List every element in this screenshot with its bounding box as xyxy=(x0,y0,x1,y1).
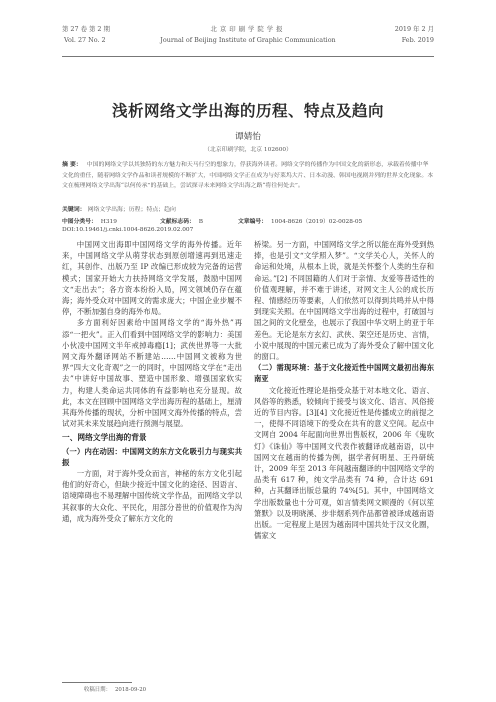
doc-value: B xyxy=(198,219,204,225)
publish-date-cn: 2019 年 2 月 xyxy=(394,25,434,33)
paragraph: 桥梁。另一方面，中国网络文学之所以能在海外受到热捧，也是引文“文学照入梦”。“文学关心人，关怀人的命运和处境，从根本上说，就是关怀整个人类的生存和命运。”[2] 不同国籍的人们对于亲情、友爱等普适性的价值观理解，并不难于讲述，对网文主人公的成长历程、情感经历等要素，人们依然可以得到共鸣并从中得到现实关照。在中国网络文学出海的过程中，打破国与国之间的文化壁垒，也展示了我国中华文明上的亚于年差色。无论是东方玄幻、武侠、架空还是历史、言情，小说中展现的中国元素已成为了海外受众了解中国文化的窗口。 xyxy=(254,240,434,362)
volume-issue-cn: 第 27 卷 第 2 期 xyxy=(62,25,110,33)
subsection-heading: （一）内在动因：中国网文的东方文化吸引力与现实共振 xyxy=(62,446,242,467)
paragraph: 多方面利好因素给中国网络文学的“海外热”再添“一把火”。正入们看到中国网络文学的影响力：美国小伙凌中国网文半年戒掉毒瘾[1]；武侠世界等一大批网文海外翻译网站不断建站……中国网文被称为世界“四大文化奇观”之一的同时，中国网络文学在“走出去”中讲好中国故事、塑造中国形象、增强国家软实力，构建人类命运共同体的有益影响也充分显现。故此，本文在回顾中国网络文学出海历程的基础上，厘清其海外传播的现状，分析中国网文海外传播的特点，尝试对其未来发展趋向进行预测与展望。 xyxy=(62,318,242,429)
article-id-value: 1004-8626（2019）02-0028-05 xyxy=(271,219,363,225)
article-number xyxy=(238,216,362,225)
doc-label: 文献标志码： xyxy=(160,219,195,225)
document-code xyxy=(160,216,203,225)
received-value: 2018-09-20 xyxy=(114,687,147,693)
journal-name-cn: 北京印刷学院学报 xyxy=(210,25,286,33)
author-name: 谭婧怡 xyxy=(235,132,261,142)
doi: DOI:10.19461/j.cnki.1004-8626.2019.02.007 xyxy=(62,227,194,233)
header-divider xyxy=(62,56,434,57)
abstract-label: 摘 要： xyxy=(62,162,82,168)
abstract-text: 中国的网络文学以其独特的东方魅力和天马行空的想象力，俘获海外读者。网络文学的传播作为中国文化的新形态，承载着传播中华文化的重任，随着网络文学作品和读者规模的不断扩大，中国网络文学正在成为与好莱坞大片、日本动漫、韩国电视剧并列的世界文化现象。本文在梳理网络文学出海“以何传承”的基础上，尝试探寻未来网络文学出海之路“将往何处去”。 xyxy=(62,162,434,190)
journal-header xyxy=(0,24,496,54)
publish-date-en: Feb. 2019 xyxy=(401,36,434,44)
paragraph: 中国网文出海即中国网络文学的海外传播。近年来，中国网络文学从萌芽状态到原创增速再到迅速走红，其创作、出版乃至 IP 改编已形成较为完备的运营模式；国家开始大力扶持网络文学发展，鼓励中国网文“走出去”；各方资本纷纷入局，网文领域仍存在蕴海；海外受众对中国网文的需求庞大；中国企业步履不停，不断加强自身的海外布局。 xyxy=(62,240,242,317)
footnote-divider xyxy=(62,682,132,683)
keywords-text: 网络文学出海；历程；特点；趋向 xyxy=(87,207,176,213)
subsection-heading: （二）需现环境：基于文化接近性中国网文最初出海东南亚 xyxy=(254,363,434,384)
received-date xyxy=(84,685,146,693)
section-heading: 一、网络文学出海的背景 xyxy=(62,433,147,443)
journal-name-en: Journal of Beijing Institute of Graphic Communication xyxy=(160,36,336,44)
body-left-column xyxy=(62,239,242,524)
article-title: 浅析网络文学出海的历程、特点及趋向 xyxy=(111,102,384,120)
received-label: 收稿日期： xyxy=(84,687,111,693)
clc-label: 中图分类号： xyxy=(62,219,97,225)
keywords xyxy=(62,204,434,213)
keywords-label: 关键词： xyxy=(62,207,86,213)
clc-value: H319 xyxy=(100,219,117,225)
volume-issue-en: Vol. 27 No. 2 xyxy=(64,36,106,44)
article-id-label: 文章编号： xyxy=(238,219,267,225)
paragraph: 一方面，对于海外受众而言，神秘的东方文化引起他们的好奇心，但缺少接近中国文化的途径、因语言、语境障碍也不易理解中国传统文学作品，而网络文学以其叙事的大众化、平民化，用部分普世的价值观作为沟通，成为海外受众了解东方文化的 xyxy=(62,469,242,523)
clc-number xyxy=(62,216,117,225)
body-right-column xyxy=(254,239,434,541)
abstract xyxy=(62,160,434,192)
article-metadata xyxy=(62,216,434,226)
author-affiliation: （北京印刷学院，北京 102600） xyxy=(204,147,292,153)
paragraph: 文化接近性理论是指受众基于对本地文化、语言、风俗等的熟悉，较倾向于接受与该文化、语言、风俗接近的节目内容。[3][4] 文化接近性是传播成立的前提之一，使得不同语境下的受众在共有的意义空间。起点中文网自 2004 年起面向世界出售版权，2006 年《鬼吹灯》《诛仙》等中国网文代表作被翻译成越南语，以中国网文在越南的传播为例，据学者何明星、王丹研统计，2009 年至 2013 年间越南翻译的中国网络文学的品类有 617 种，纯文学品类有 74 种，合计达 691 种，占其翻译出版总量的 74%[5]。其中，中国网络文学出版数量也十分可观，如言情类网文顾漫的《何以笙箫默》以及明晓溪、步非烟系列作品都曾被译成越南语出版。一定程度上是因为越南同中国共处于汉文化圈，儒家文 xyxy=(254,385,434,541)
